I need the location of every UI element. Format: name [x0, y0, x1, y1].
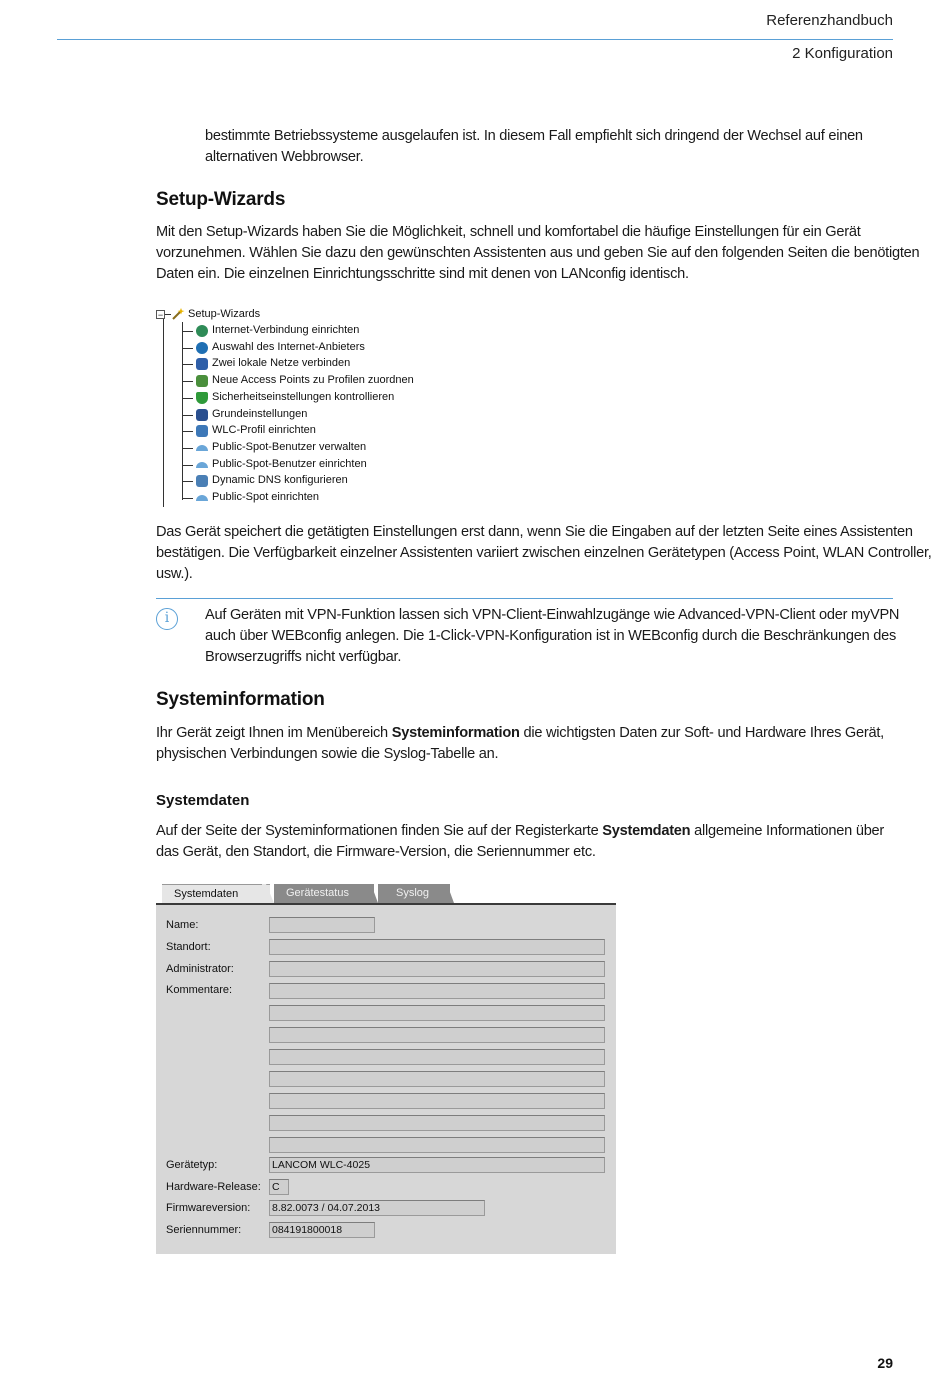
tree-connector [183, 364, 193, 365]
firmwareversion-field: 8.82.0073 / 04.07.2013 [269, 1200, 485, 1216]
tree-item[interactable] [156, 373, 456, 389]
setup-wizards-line-1: Mit den Setup-Wizards haben Sie die Möglichkeit, schnell und komfortabel die häufige Einstellungen für ein Gerät [156, 224, 861, 240]
note-line-1: Auf Geräten mit VPN-Funktion lassen sich VPN-Client-Einwahlzugänge wie Advanced-VPN-Client oder myVPN [205, 607, 900, 623]
note-rule [156, 598, 893, 599]
tree-connector [183, 381, 193, 382]
tree-item-label: Public-Spot-Benutzer einrichten [212, 457, 367, 470]
hardware-release-field: C [269, 1179, 289, 1195]
heading-systemdaten: Systemdaten [156, 792, 250, 809]
wireless-icon [196, 445, 208, 451]
form-panel [156, 903, 616, 1254]
tab-geraetestatus[interactable]: Gerätestatus [274, 884, 374, 903]
tab-corner-icon [444, 884, 454, 903]
tree-root[interactable] [156, 306, 260, 322]
geraetetyp-field: LANCOM WLC-4025 [269, 1157, 605, 1173]
tab-corner-icon [368, 884, 378, 903]
note-line-3: Browserzugriffs nicht verfügbar. [205, 649, 402, 665]
running-header-title: Referenzhandbuch [766, 12, 893, 29]
tree-connector [183, 481, 193, 482]
tree-item[interactable] [156, 340, 456, 356]
standort-field[interactable] [269, 939, 605, 955]
systeminfo-line-2: physischen Verbindungen sowie die Syslog-Tabelle an. [156, 746, 499, 762]
note-line-2: auch über WEBconfig anlegen. Die 1-Click-VPN-Konfiguration ist in WEBconfig durch die Beschränkungen des [205, 628, 897, 644]
label-seriennummer: Seriennummer: [166, 1224, 242, 1236]
systeminfo-line-1 [156, 723, 884, 744]
page-number: 29 [877, 1355, 893, 1371]
setup-wizards-tree [156, 306, 456, 510]
after-tree-line-3: usw.). [156, 566, 193, 582]
setup-wizards-line-3: Daten ein. Die einzelnen Einrichtungsschritte sind mit denen von LANconfig identisch. [156, 266, 689, 282]
systemdaten-bold: Systemdaten [602, 823, 691, 839]
systemdaten-text: Auf der Seite der Systeminformationen finden Sie auf der Registerkarte [156, 823, 603, 839]
wand-icon [171, 307, 185, 321]
dns-icon [196, 475, 208, 487]
globe-icon [196, 342, 208, 354]
tree-connector [183, 431, 193, 432]
tab-bar [156, 884, 616, 904]
label-hardware-release: Hardware-Release: [166, 1181, 261, 1193]
after-tree-line-2: bestätigen. Die Verfügbarkeit einzelner Assistenten variiert zwischen einzelnen Gerätetypen (Access Point, WLAN Controller, [156, 545, 932, 561]
tree-root-label: Setup-Wizards [188, 308, 261, 320]
running-header-chapter: 2 Konfiguration [792, 45, 893, 62]
tree-connector [183, 398, 193, 399]
heading-setup-wizards: Setup-Wizards [156, 189, 286, 210]
systemdaten-line-2: das Gerät, den Standort, die Firmware-Version, die Seriennummer etc. [156, 844, 596, 860]
tree-item-label: Dynamic DNS konfigurieren [212, 474, 348, 487]
tree-connector [183, 348, 193, 349]
tab-corner-icon [262, 884, 274, 903]
network-icon [196, 358, 208, 370]
intro-continuation [205, 126, 863, 168]
tree-item[interactable] [156, 457, 456, 473]
kommentar-field-7[interactable] [269, 1115, 605, 1131]
after-tree-paragraph [156, 522, 932, 585]
label-administrator: Administrator: [166, 963, 234, 975]
tree-item-label: Zwei lokale Netze verbinden [212, 357, 351, 370]
tree-connector [183, 498, 193, 499]
systeminfo-bold: Systeminformation [391, 725, 520, 741]
wireless-icon [196, 462, 208, 468]
kommentar-field-8[interactable] [269, 1137, 605, 1153]
systeminfo-paragraph [156, 723, 884, 765]
globe-icon [196, 325, 208, 337]
wireless-icon [196, 495, 208, 501]
setup-wizards-paragraph [156, 222, 919, 285]
heading-systeminformation: Systeminformation [156, 689, 325, 710]
systemdaten-form-screenshot [156, 884, 616, 1252]
shield-icon [196, 392, 208, 404]
kommentar-field-3[interactable] [269, 1027, 605, 1043]
systeminfo-text: Ihr Gerät zeigt Ihnen im Menübereich [156, 725, 392, 741]
info-icon: i [156, 608, 178, 630]
tree-item-label: WLC-Profil einrichten [212, 424, 316, 437]
tree-item-label: Public-Spot-Benutzer verwalten [212, 440, 367, 453]
tree-item[interactable] [156, 440, 456, 456]
tree-item[interactable] [156, 490, 456, 506]
tree-connector [183, 448, 193, 449]
label-firmwareversion: Firmwareversion: [166, 1202, 251, 1214]
access-point-icon [196, 375, 208, 387]
kommentar-field-5[interactable] [269, 1071, 605, 1087]
tree-connector [183, 331, 193, 332]
header-rule [57, 39, 893, 40]
kommentar-field-1[interactable] [269, 983, 605, 999]
systemdaten-text-post: allgemeine Informationen über [690, 823, 885, 839]
tree-item-label: Auswahl des Internet-Anbieters [212, 340, 365, 353]
tree-item[interactable] [156, 356, 456, 372]
kommentar-field-4[interactable] [269, 1049, 605, 1065]
setup-wizards-line-2: vorzunehmen. Wählen Sie dazu den gewünschten Assistenten aus und geben Sie auf den folgenden Seiten die benötigten [156, 245, 920, 261]
network-icon [196, 409, 208, 421]
tree-item-label: Grundeinstellungen [212, 407, 308, 420]
administrator-field[interactable] [269, 961, 605, 977]
collapse-toggle-icon[interactable]: − [157, 309, 164, 320]
systeminfo-text-post: die wichtigsten Daten zur Soft- und Hardware Ihres Gerät, [519, 725, 884, 741]
name-field[interactable] [269, 917, 375, 933]
tree-item-label: Public-Spot einrichten [212, 491, 320, 503]
intro-line-1: bestimmte Betriebssysteme ausgelaufen ist. In diesem Fall empfiehlt sich dringend der Wechsel auf einen [205, 128, 863, 144]
label-standort: Standort: [166, 941, 211, 953]
tree-item[interactable] [156, 323, 456, 339]
tree-item-label: Sicherheitseinstellungen kontrollieren [212, 390, 395, 403]
intro-line-2: alternativen Webbrowser. [205, 149, 364, 165]
label-geraetetyp: Gerätetyp: [166, 1159, 218, 1171]
seriennummer-field: 084191800018 [269, 1222, 375, 1238]
tree-item-label: Neue Access Points zu Profilen zuordnen [212, 374, 414, 387]
tab-syslog[interactable]: Syslog [378, 884, 450, 903]
tree-item[interactable] [156, 390, 456, 406]
tree-item[interactable] [156, 423, 456, 439]
kommentar-field-2[interactable] [269, 1005, 605, 1021]
tree-item[interactable] [156, 473, 456, 489]
tab-systemdaten[interactable]: Systemdaten [162, 884, 270, 903]
label-name: Name: [166, 919, 199, 931]
note-text [205, 605, 899, 668]
tree-item-label: Internet-Verbindung einrichten [212, 324, 360, 336]
after-tree-line-1: Das Gerät speichert die getätigten Einstellungen erst dann, wenn Sie die Eingaben auf der letzten Seite eines Assistenten [156, 524, 913, 540]
systemdaten-paragraph [156, 821, 884, 863]
systemdaten-line-1 [156, 821, 884, 842]
label-kommentare: Kommentare: [166, 984, 233, 996]
tree-connector [183, 415, 193, 416]
profile-icon [196, 425, 208, 437]
kommentar-field-6[interactable] [269, 1093, 605, 1109]
tree-item[interactable] [156, 407, 456, 423]
tree-connector [183, 465, 193, 466]
